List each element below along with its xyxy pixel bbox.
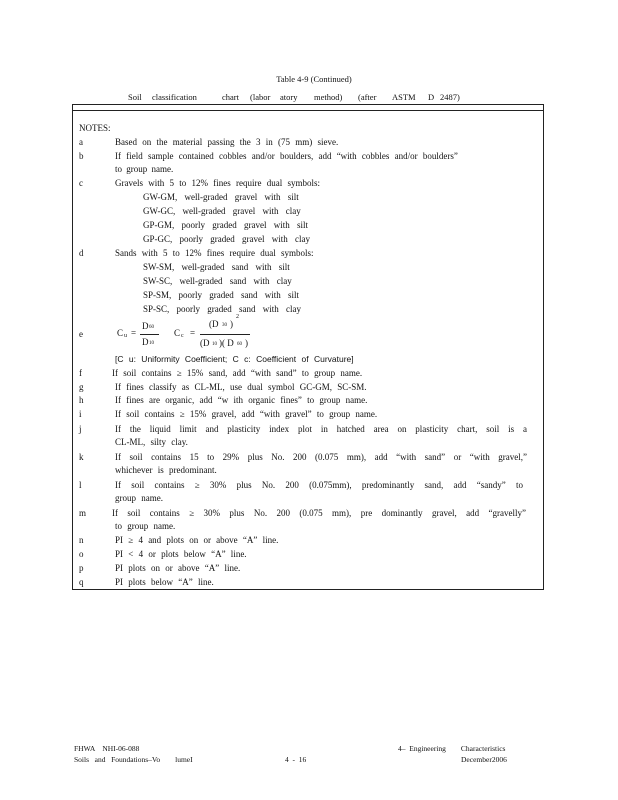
- note-key: f: [79, 368, 82, 378]
- note-key: g: [79, 382, 84, 392]
- note-text: Sands with 5 to 12% fines require dual symbols:: [115, 248, 314, 258]
- note-text: If field sample contained cobbles and/or boulders, add “with cobbles and/or boulders”: [115, 151, 458, 161]
- subtitle-word: method): [314, 92, 343, 102]
- symbol-item: SW-SM, well-graded sand with silt: [143, 262, 290, 272]
- table-title: Table 4-9 (Continued): [276, 74, 352, 84]
- cu-numerator-sub: 60: [149, 325, 154, 330]
- note-text: Based on the material passing the 3 in (75 mm) sieve.: [115, 137, 339, 147]
- fraction-bar: [140, 334, 159, 335]
- cc-symbol: C: [174, 328, 181, 338]
- note-key: h: [79, 395, 84, 405]
- coefficient-definitions: [C u: Uniformity Coefficient; C c: Coefficient of Curvature]: [115, 354, 354, 364]
- note-text: PI ≥ 4 and plots on or above “A” line.: [115, 535, 279, 545]
- note-key: i: [79, 409, 82, 419]
- cu-denominator-sub: 10: [149, 341, 154, 346]
- note-key: p: [79, 563, 84, 573]
- note-text: Gravels with 5 to 12% fines require dual symbols:: [115, 178, 320, 188]
- note-text: If fines classify as CL-ML, use dual symbol GC-GM, SC-SM.: [115, 382, 367, 392]
- note-key: k: [79, 452, 84, 462]
- cc-numerator-exponent: 2: [236, 314, 239, 320]
- cc-denominator-close: ): [245, 338, 248, 348]
- cc-denominator-sub: 10: [212, 342, 217, 347]
- equals-sign: =: [131, 328, 137, 338]
- cu-numerator: D: [142, 321, 149, 331]
- symbol-item: GW-GM, well-graded gravel with silt: [143, 192, 299, 202]
- note-text: If soil contains 15 to 29% plus No. 200 (0.075 mm), add “with sand” or “with gravel,”: [115, 452, 527, 462]
- subtitle-word: ASTM: [392, 92, 416, 102]
- cu-subscript: u: [124, 333, 127, 339]
- footer-page-number: 4 - 16: [285, 755, 307, 764]
- cc-numerator: (D: [209, 319, 219, 329]
- note-text: If soil contains ≥ 15% sand, add “with sand” to group name.: [112, 368, 363, 378]
- note-text: If soil contains ≥ 30% plus No. 200 (0.075mm), predominantly sand, add “sandy” to: [115, 480, 523, 490]
- subtitle-word: classification: [152, 92, 197, 102]
- cc-denominator-sub: 60: [237, 342, 242, 347]
- note-key: a: [79, 137, 83, 147]
- symbol-item: GP-GC, poorly graded gravel with clay: [143, 234, 310, 244]
- note-text: If fines are organic, add “w ith organic fines” to group name.: [115, 395, 368, 405]
- note-key: m: [79, 508, 87, 518]
- footer-agency: FHWA NHI-06-088: [74, 744, 140, 753]
- subtitle-word: (labor: [250, 92, 271, 102]
- subtitle-word: chart: [222, 92, 239, 102]
- cc-denominator: (D: [200, 338, 210, 348]
- symbol-item: GP-GM, poorly graded gravel with silt: [143, 220, 308, 230]
- note-key: c: [79, 178, 83, 188]
- note-text: CL-ML, silty clay.: [115, 437, 188, 447]
- note-key: q: [79, 577, 84, 587]
- footer-chapter: 4– Engineering Characteristics: [398, 744, 506, 753]
- notes-heading: NOTES:: [79, 123, 111, 133]
- subtitle-word: atory: [280, 92, 298, 102]
- subtitle-word: (after: [358, 92, 377, 102]
- note-key: o: [79, 549, 84, 559]
- symbol-item: SP-SC, poorly graded sand with clay: [143, 304, 301, 314]
- equals-sign: =: [190, 328, 196, 338]
- note-text: whichever is predominant.: [115, 465, 217, 475]
- subtitle-word: D: [428, 92, 435, 102]
- note-key: b: [79, 151, 84, 161]
- note-key: l: [79, 480, 82, 490]
- cu-symbol: C: [117, 328, 124, 338]
- note-key: d: [79, 248, 84, 258]
- note-text: to group name.: [115, 164, 174, 174]
- footer-volume: Soils and Foundations–Vo lumeI: [74, 755, 193, 764]
- symbol-item: SP-SM, poorly graded sand with silt: [143, 290, 300, 300]
- note-text: PI plots on or above “A” line.: [115, 563, 241, 573]
- cc-numerator-sub: 30: [222, 323, 227, 328]
- note-text: If the liquid limit and plasticity index plot in hatched area on plasticity chart, soil is a: [115, 424, 527, 434]
- note-text: group name.: [115, 493, 163, 503]
- symbol-item: GW-GC, well-graded gravel with clay: [143, 206, 301, 216]
- cc-denominator-mid: )( D: [219, 338, 234, 348]
- table-top-rule: [72, 110, 544, 111]
- note-key: n: [79, 535, 84, 545]
- cc-subscript: c: [181, 333, 184, 339]
- note-text: to group name.: [115, 521, 176, 531]
- fraction-bar: [200, 334, 250, 335]
- note-text: PI plots below “A” line.: [115, 577, 214, 587]
- symbol-item: SW-SC, well-graded sand with clay: [143, 276, 292, 286]
- note-text: PI < 4 or plots below “A” line.: [115, 549, 247, 559]
- subtitle-word: 2487): [440, 92, 460, 102]
- note-key: e: [79, 329, 83, 339]
- subtitle-word: Soil: [128, 92, 142, 102]
- note-text: If soil contains ≥ 30% plus No. 200 (0.075 mm), pre dominantly gravel, add “gravelly”: [112, 508, 526, 518]
- cc-numerator-close: ): [230, 319, 233, 329]
- note-text: If soil contains ≥ 15% gravel, add “with gravel” to group name.: [115, 409, 378, 419]
- note-key: j: [79, 424, 82, 434]
- footer-date: December2006: [461, 755, 507, 764]
- cu-denominator: D: [142, 337, 149, 347]
